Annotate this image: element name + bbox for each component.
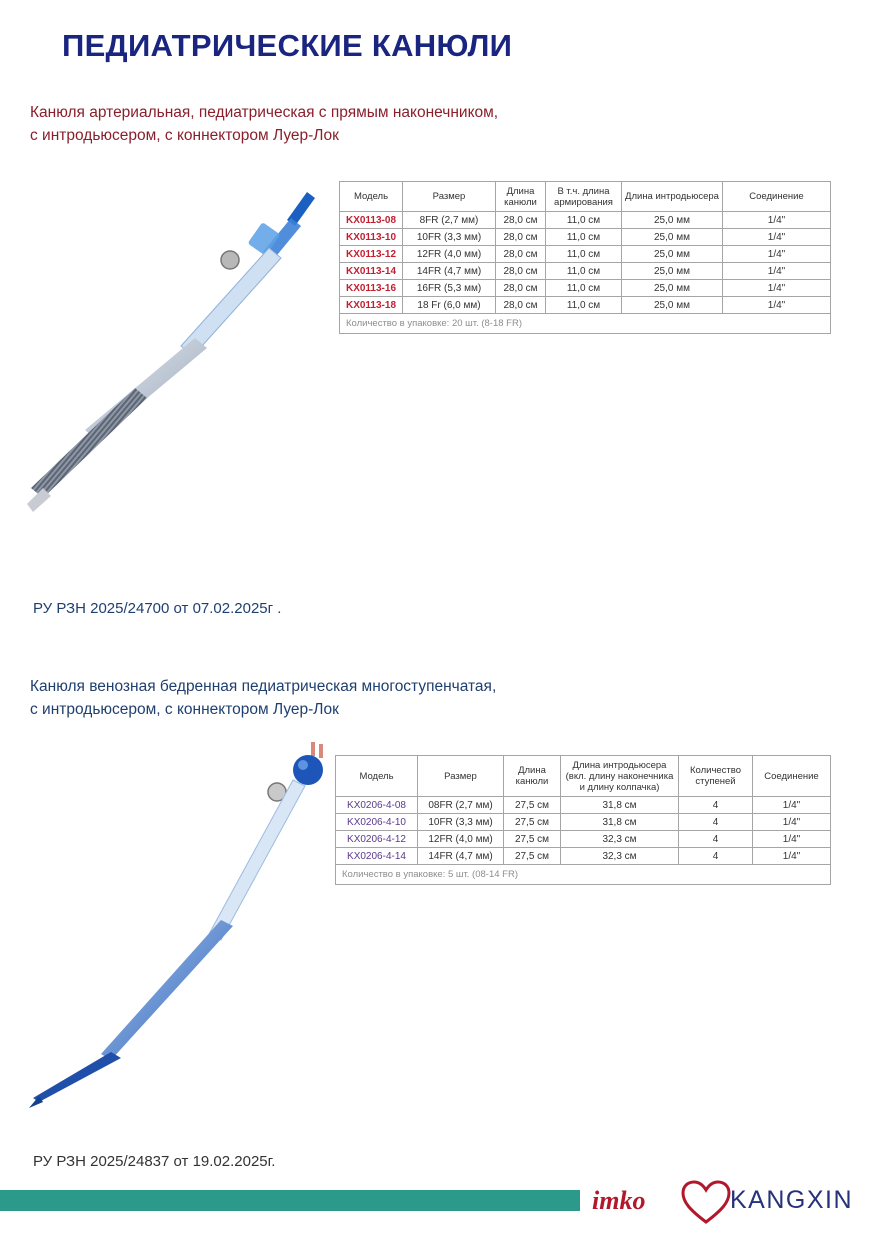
model-cell: KX0206-4-10 [336,814,418,831]
arterial-subtitle-line2: с интродьюсером, с коннектором Луер-Лок [30,127,339,144]
header-stages: Количество ступеней [679,756,753,797]
venous-subtitle-line2: с интродьюсером, с коннектором Луер-Лок [30,701,339,718]
cannula-length-cell: 28,0 см [496,212,546,229]
arterial-cannula-photo [25,178,325,518]
model-cell: KX0113-14 [340,263,403,280]
introducer-cell: 25,0 мм [622,280,723,297]
header-model: Модель [336,756,418,797]
stages-cell: 4 [679,814,753,831]
model-cell: KX0206-4-12 [336,831,418,848]
header-reinforcement-length: В т.ч. длина армирования [546,182,622,212]
size-cell: 12FR (4,0 мм) [403,246,496,263]
reinforcement-cell: 11,0 см [546,212,622,229]
table-header-row [340,182,831,212]
cannula-length-cell: 28,0 см [496,263,546,280]
arterial-spec-table [339,181,831,334]
connection-cell: 1/4" [753,797,831,814]
package-quantity-note: Количество в упаковке: 20 шт. (8-18 FR) [340,314,831,334]
header-introducer-length: Длина интродьюсера (вкл. длину наконечника и длину колпачка) [561,756,679,797]
table-row [340,212,831,229]
venous-cannula-photo [25,740,335,1110]
connection-cell: 1/4" [723,263,831,280]
stages-cell: 4 [679,831,753,848]
header-cannula-length: Длина канюли [504,756,561,797]
table-header-row [336,756,831,797]
size-cell: 14FR (4,7 мм) [403,263,496,280]
header-connection: Соединение [753,756,831,797]
table-row [340,246,831,263]
table-row [340,297,831,314]
size-cell: 10FR (3,3 мм) [403,229,496,246]
connection-cell: 1/4" [723,280,831,297]
introducer-cell: 25,0 мм [622,246,723,263]
table-row [340,229,831,246]
model-cell: KX0113-16 [340,280,403,297]
heart-icon [680,1180,732,1226]
header-connection: Соединение [723,182,831,212]
model-cell: KX0113-18 [340,297,403,314]
reinforcement-cell: 11,0 см [546,246,622,263]
table-row [336,797,831,814]
cannula-length-cell: 28,0 см [496,297,546,314]
introducer-cell: 25,0 мм [622,229,723,246]
header-size: Размер [418,756,504,797]
venous-registration: РУ РЗН 2025/24837 от 19.02.2025г. [33,1153,276,1170]
introducer-cell: 31,8 см [561,797,679,814]
company-logo [590,1178,880,1226]
size-cell: 10FR (3,3 мм) [418,814,504,831]
introducer-cell: 25,0 мм [622,263,723,280]
size-cell: 8FR (2,7 мм) [403,212,496,229]
reinforcement-cell: 11,0 см [546,297,622,314]
package-quantity-note: Количество в упаковке: 5 шт. (08-14 FR) [336,865,831,885]
model-cell: KX0113-08 [340,212,403,229]
introducer-cell: 32,3 см [561,848,679,865]
logo-imko: imko [592,1186,646,1215]
connection-cell: 1/4" [723,297,831,314]
cannula-length-cell: 27,5 см [504,831,561,848]
table-note-row [340,314,831,334]
size-cell: 14FR (4,7 мм) [418,848,504,865]
stages-cell: 4 [679,797,753,814]
model-cell: KX0206-4-14 [336,848,418,865]
connection-cell: 1/4" [723,229,831,246]
table-row [340,263,831,280]
table-row [336,831,831,848]
venous-subtitle-line1: Канюля венозная бедренная педиатрическая многоступенчатая, [30,678,497,695]
page-title: ПЕДИАТРИЧЕСКИЕ КАНЮЛИ [62,28,513,63]
table-note-row [336,865,831,885]
size-cell: 12FR (4,0 мм) [418,831,504,848]
stages-cell: 4 [679,848,753,865]
connection-cell: 1/4" [723,212,831,229]
header-size: Размер [403,182,496,212]
model-cell: KX0113-10 [340,229,403,246]
reinforcement-cell: 11,0 см [546,229,622,246]
cannula-length-cell: 28,0 см [496,280,546,297]
size-cell: 18 Fr (6,0 мм) [403,297,496,314]
introducer-cell: 25,0 мм [622,297,723,314]
reinforcement-cell: 11,0 см [546,263,622,280]
connection-cell: 1/4" [753,848,831,865]
cannula-length-cell: 27,5 см [504,797,561,814]
connection-cell: 1/4" [753,814,831,831]
model-cell: KX0113-12 [340,246,403,263]
header-cannula-length: Длина канюли [496,182,546,212]
table-row [340,280,831,297]
arterial-subtitle-line1: Канюля артериальная, педиатрическая с прямым наконечником, [30,104,499,121]
cannula-length-cell: 27,5 см [504,848,561,865]
header-model: Модель [340,182,403,212]
introducer-cell: 32,3 см [561,831,679,848]
cannula-length-cell: 28,0 см [496,229,546,246]
reinforcement-cell: 11,0 см [546,280,622,297]
arterial-registration: РУ РЗН 2025/24700 от 07.02.2025г . [33,600,282,617]
introducer-cell: 31,8 см [561,814,679,831]
connection-cell: 1/4" [753,831,831,848]
venous-cannula-subtitle [30,675,496,721]
introducer-cell: 25,0 мм [622,212,723,229]
venous-spec-table [335,755,831,885]
cannula-length-cell: 27,5 см [504,814,561,831]
size-cell: 16FR (5,3 мм) [403,280,496,297]
size-cell: 08FR (2,7 мм) [418,797,504,814]
header-introducer-length: Длина интродьюсера [622,182,723,212]
cannula-length-cell: 28,0 см [496,246,546,263]
table-row [336,814,831,831]
logo-kangxin: KANGXIN [730,1186,854,1214]
footer-bar [0,1190,580,1211]
table-row [336,848,831,865]
arterial-cannula-subtitle [30,101,498,147]
connection-cell: 1/4" [723,246,831,263]
model-cell: KX0206-4-08 [336,797,418,814]
